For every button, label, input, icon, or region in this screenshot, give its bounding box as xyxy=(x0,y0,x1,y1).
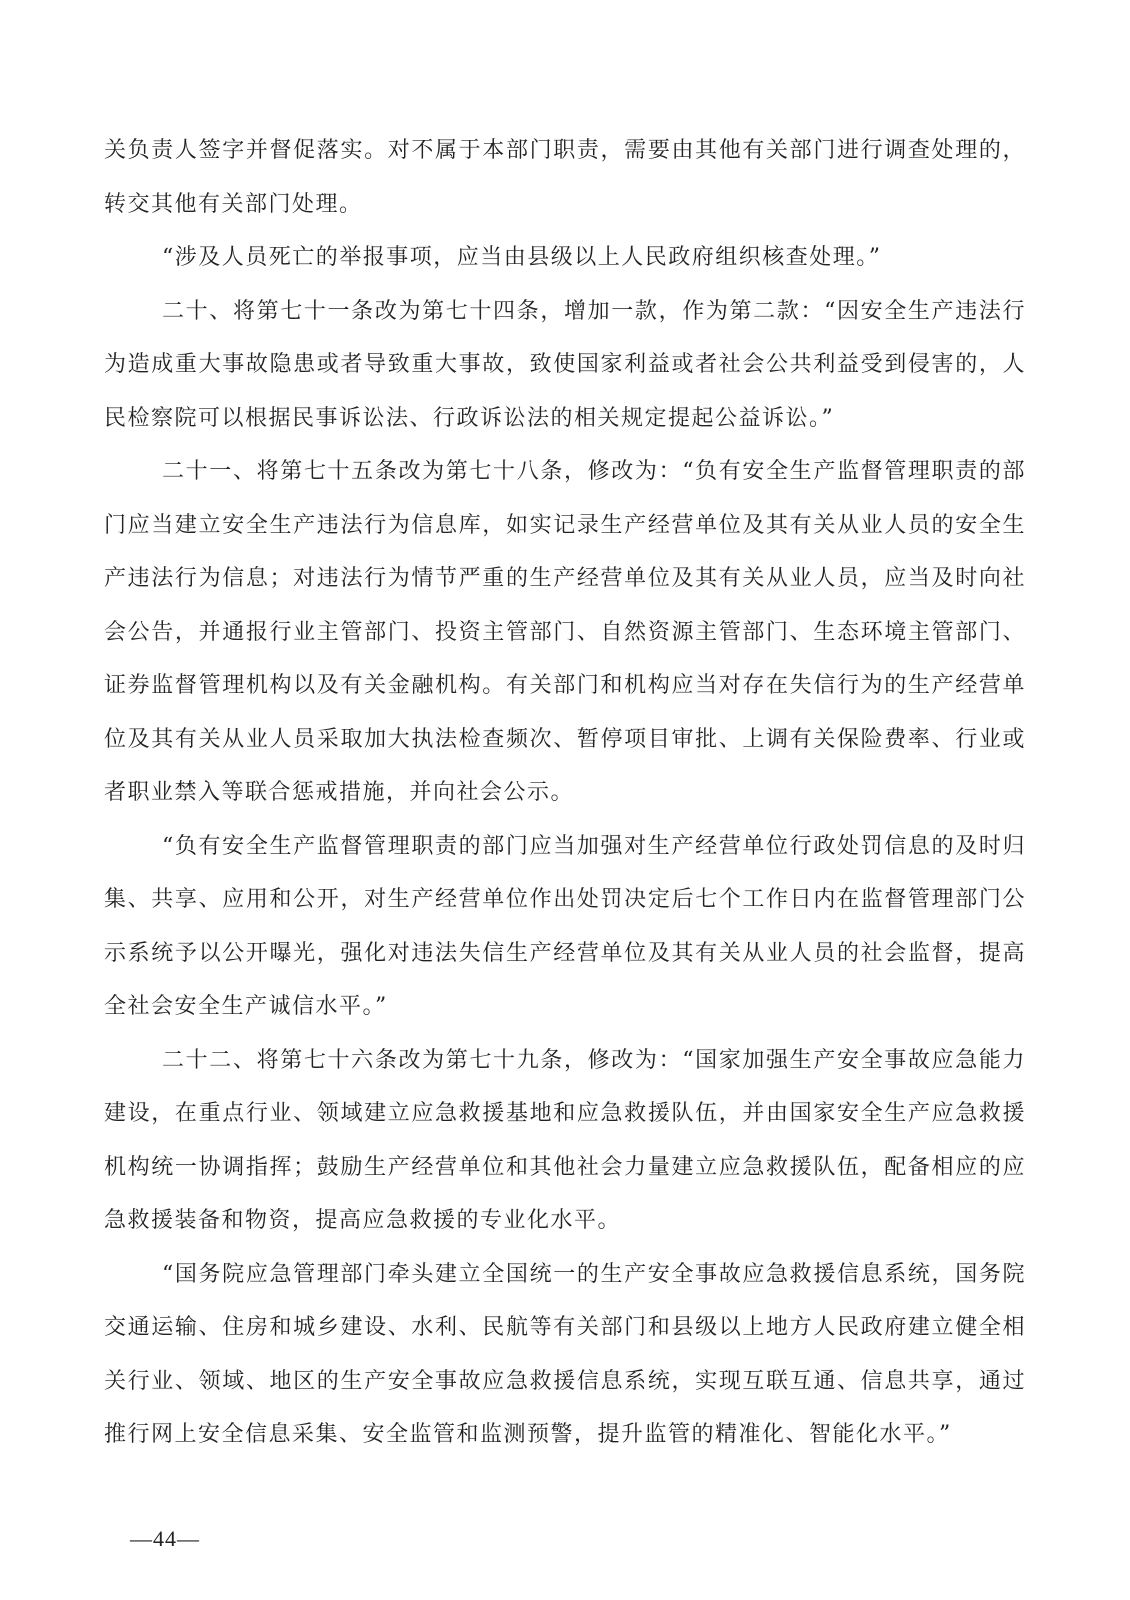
page-number: —44— xyxy=(130,1526,200,1551)
paragraph-item-21-clause-2: “负有安全生产监督管理职责的部门应当加强对生产经营单位行政处罚信息的及时归集、共享、应用和公开，对生产经营单位作出处罚决定后七个工作日内在监督管理部门公示系统予以公开曝光，强化对违法失信生产经营单位及其有关从业人员的社会监督，提高全社会安全生产诚信水平。” xyxy=(104,833,1026,1019)
paragraph-continuation: 关负责人签字并督促落实。对不属于本部门职责，需要由其他有关部门进行调查处理的，转交其他有关部门处理。 xyxy=(104,138,1026,217)
paragraph-quote-report-death: “涉及人员死亡的举报事项，应当由县级以上人民政府组织核查处理。” xyxy=(162,245,882,270)
paragraph-item-20: 二十、将第七十一条改为第七十四条，增加一款，作为第二款：“因安全生产违法行为造成重大事故隐患或者导致重大事故，致使国家利益或者社会公共利益受到侵害的，人民检察院可以根据民事诉讼法、行政诉讼法的相关规定提起公益诉讼。” xyxy=(104,298,1026,431)
paragraph-item-22: 二十二、将第七十六条改为第七十九条，修改为：“国家加强生产安全事故应急能力建设，在重点行业、领域建立应急救援基地和应急救援队伍，并由国家安全生产应急救援机构统一协调指挥；鼓励生产经营单位和其他社会力量建立应急救援队伍，配备相应的应急救援装备和物资，提高应急救援的专业化水平。 xyxy=(104,1047,1026,1233)
paragraph-item-22-clause-2: “国务院应急管理部门牵头建立全国统一的生产安全事故应急救援信息系统，国务院交通运输、住房和城乡建设、水利、民航等有关部门和县级以上地方人民政府建立健全相关行业、领域、地区的生产安全事故应急救援信息系统，实现互联互通、信息共享，通过推行网上安全信息采集、安全监管和监测预警，提升监管的精准化、智能化水平。” xyxy=(104,1261,1026,1447)
paragraph-item-21: 二十一、将第七十五条改为第七十八条，修改为：“负有安全生产监督管理职责的部门应当建立安全生产违法行为信息库，如实记录生产经营单位及其有关从业人员的安全生产违法行为信息；对违法行为情节严重的生产经营单位及其有关从业人员，应当及时向社会公告，并通报行业主管部门、投资主管部门、自然资源主管部门、生态环境主管部门、证券监督管理机构以及有关金融机构。有关部门和机构应当对存在失信行为的生产经营单位及其有关从业人员采取加大执法检查频次、暂停项目审批、上调有关保险费率、行业或者职业禁入等联合惩戒措施，并向社会公示。 xyxy=(104,459,1026,805)
document-body xyxy=(104,124,1026,1462)
